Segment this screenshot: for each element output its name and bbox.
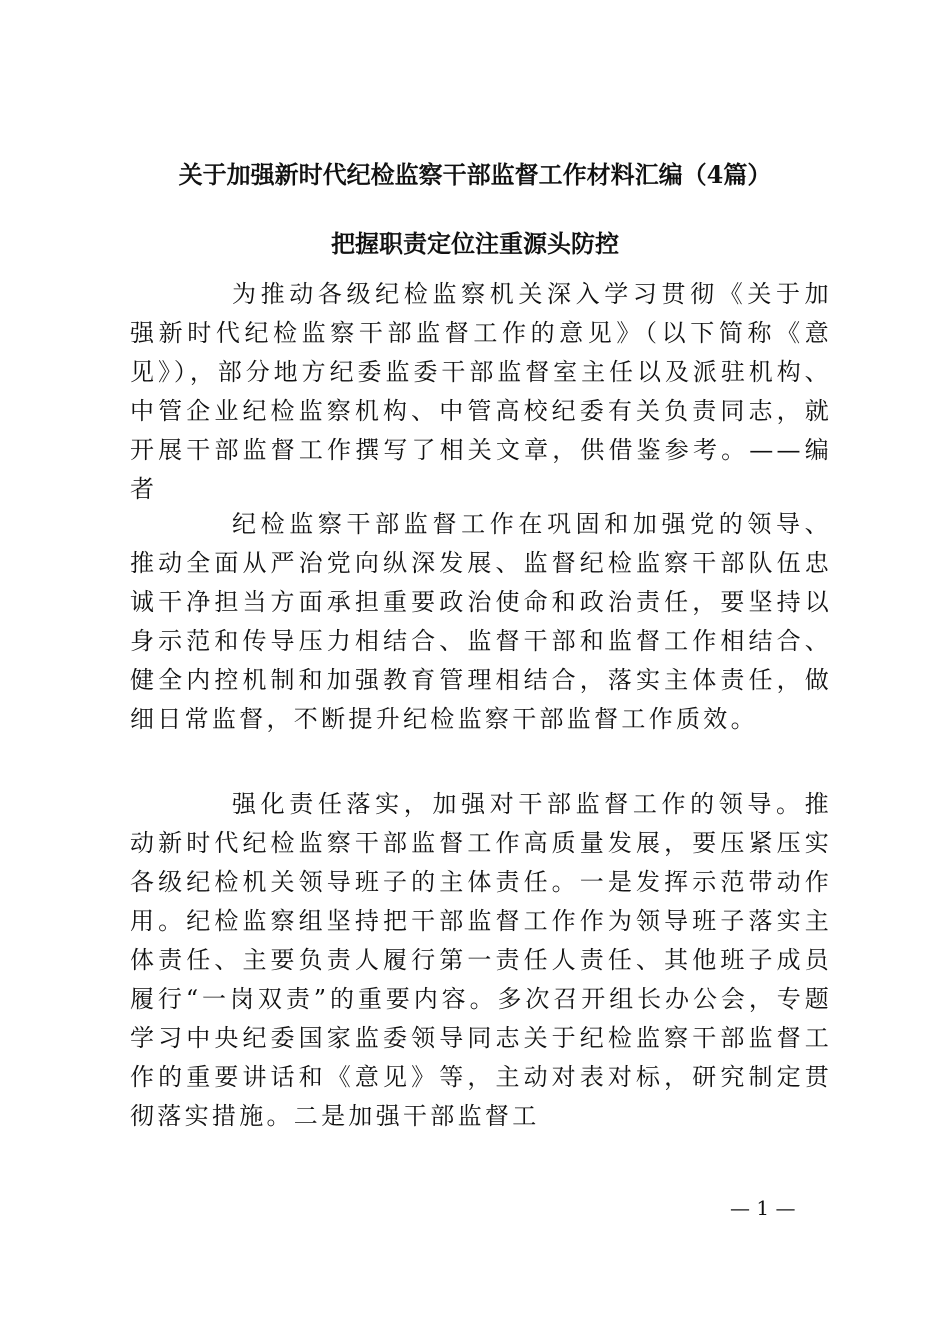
body-paragraph-1: 纪检监察干部监督工作在巩固和加强党的领导、推动全面从严治党向纵深发展、监督纪检监察干部队伍忠诚干净担当方面承担重要政治使命和政治责任，要坚持以身示范和传导压力相结合、监督干部和监督工作相结合、健全内控机制和加强教育管理相结合，落实主体责任，做细日常监督，不断提升纪检监察干部监督工作质效。 (130, 510, 832, 733)
document-title: 关于加强新时代纪检监察干部监督工作材料汇编（4篇） (178, 160, 772, 189)
page-number: — 1 — (730, 1196, 796, 1220)
document-subtitle: 把握职责定位注重源头防控 (331, 229, 619, 258)
editor-note-paragraph: 为推动各级纪检监察机关深入学习贯彻《关于加强新时代纪检监察干部监督工作的意见》（以下简称《意见》），部分地方纪委监委干部监督室主任以及派驻机构、中管企业纪检监察机构、中管高校纪委有关负责同志，就开展干部监督工作撰写了相关文章，供借鉴参考。——编者 (130, 280, 832, 503)
body-paragraph-2: 强化责任落实，加强对干部监督工作的领导。推动新时代纪检监察干部监督工作高质量发展，要压紧压实各级纪检机关领导班子的主体责任。一是发挥示范带动作用。纪检监察组坚持把干部监督工作作为领导班子落实主体责任、主要负责人履行第一责任人责任、其他班子成员履行“一岗双责”的重要内容。多次召开组长办公会，专题学习中央纪委国家监委领导同志关于纪检监察干部监督工作的重要讲话和《意见》等，主动对表对标，研究制定贯彻落实措施。二是加强干部监督工 (130, 790, 832, 1130)
